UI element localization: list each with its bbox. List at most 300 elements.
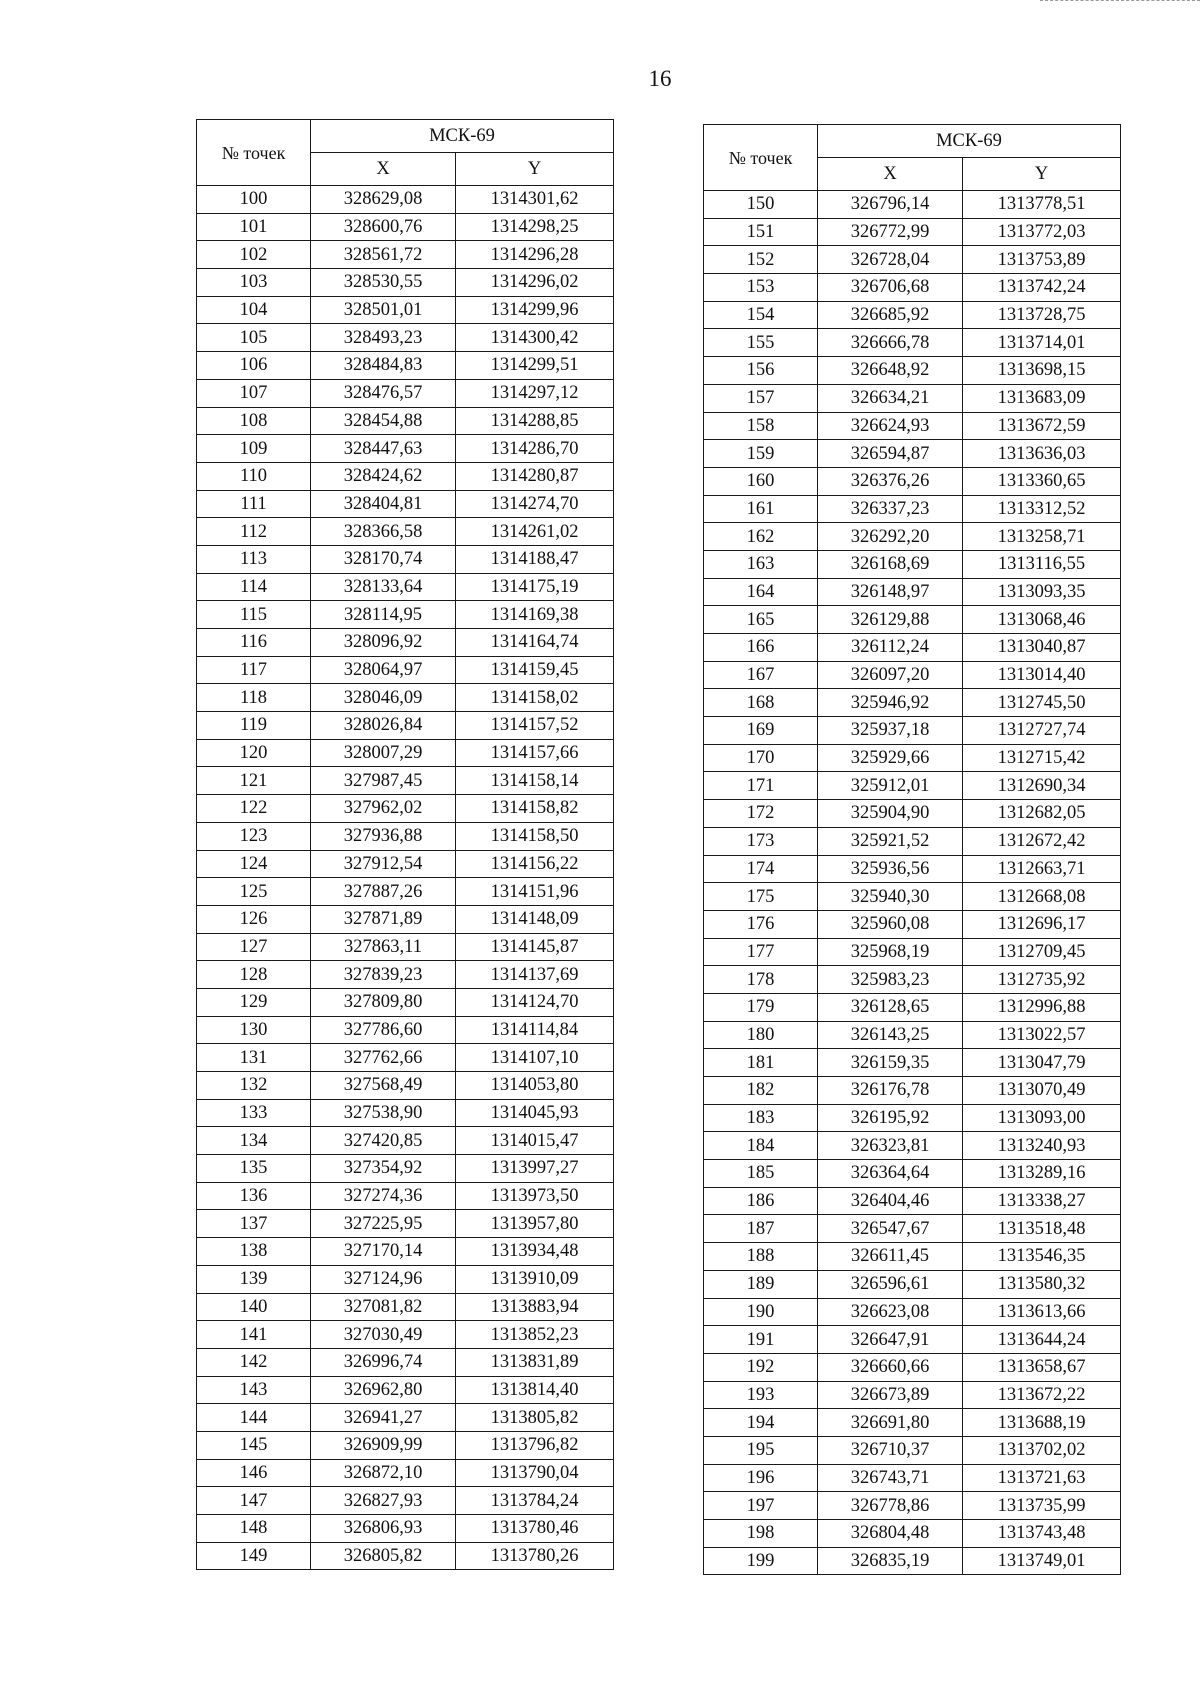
point-number-cell: 112 — [197, 518, 311, 546]
y-coordinate-cell: 1313721,63 — [963, 1464, 1121, 1492]
x-coordinate-cell: 327568,49 — [311, 1072, 456, 1100]
x-coordinate-cell: 325960,08 — [818, 910, 963, 938]
y-coordinate-cell: 1313714,01 — [963, 329, 1121, 357]
x-coordinate-cell: 328561,72 — [311, 241, 456, 269]
table-row — [197, 407, 614, 435]
y-coordinate-cell: 1314053,80 — [456, 1072, 614, 1100]
coordinates-table-left — [196, 119, 614, 1570]
table-row — [197, 684, 614, 712]
table-row — [197, 712, 614, 740]
y-coordinate-cell: 1313658,67 — [963, 1353, 1121, 1381]
y-coordinate-cell: 1313910,09 — [456, 1265, 614, 1293]
point-number-cell: 179 — [704, 993, 818, 1021]
x-coordinate-cell: 328133,64 — [311, 573, 456, 601]
x-coordinate-cell: 326806,93 — [311, 1515, 456, 1543]
table-row — [704, 1436, 1121, 1464]
table-row — [704, 1492, 1121, 1520]
x-coordinate-cell: 327863,11 — [311, 933, 456, 961]
y-coordinate-cell: 1313743,48 — [963, 1520, 1121, 1548]
table-row — [704, 938, 1121, 966]
table-row — [704, 412, 1121, 440]
x-coordinate-cell: 328484,83 — [311, 352, 456, 380]
y-coordinate-cell: 1314297,12 — [456, 379, 614, 407]
x-coordinate-cell: 328096,92 — [311, 629, 456, 657]
table-row — [704, 883, 1121, 911]
table-row — [197, 850, 614, 878]
table-row — [704, 606, 1121, 634]
table-row — [197, 1376, 614, 1404]
point-number-cell: 117 — [197, 656, 311, 684]
y-coordinate-cell: 1312696,17 — [963, 910, 1121, 938]
x-coordinate-cell: 325921,52 — [818, 827, 963, 855]
x-coordinate-cell: 326796,14 — [818, 191, 963, 219]
table-row — [704, 1464, 1121, 1492]
point-number-cell: 171 — [704, 772, 818, 800]
table-row — [197, 1542, 614, 1570]
x-coordinate-cell: 328447,63 — [311, 435, 456, 463]
y-coordinate-cell: 1313749,01 — [963, 1547, 1121, 1575]
point-number-cell: 125 — [197, 878, 311, 906]
y-coordinate-cell: 1314159,45 — [456, 656, 614, 684]
x-coordinate-cell: 326772,99 — [818, 218, 963, 246]
y-coordinate-cell: 1313338,27 — [963, 1187, 1121, 1215]
point-number-cell: 157 — [704, 384, 818, 412]
x-coordinate-cell: 328366,58 — [311, 518, 456, 546]
table-row — [197, 1459, 614, 1487]
table-row — [197, 186, 614, 214]
coordinate-system-header: МСК-69 — [818, 125, 1121, 158]
x-coordinate-cell: 326805,82 — [311, 1542, 456, 1570]
y-coordinate-cell: 1313784,24 — [456, 1487, 614, 1515]
table-row — [704, 1160, 1121, 1188]
y-coordinate-cell: 1314301,62 — [456, 186, 614, 214]
point-number-cell: 113 — [197, 545, 311, 573]
y-coordinate-cell: 1312690,34 — [963, 772, 1121, 800]
point-number-cell: 164 — [704, 578, 818, 606]
y-coordinate-cell: 1313957,80 — [456, 1210, 614, 1238]
y-coordinate-cell: 1314274,70 — [456, 490, 614, 518]
table-row — [197, 573, 614, 601]
point-number-cell: 142 — [197, 1348, 311, 1376]
table-row — [197, 1515, 614, 1543]
coordinate-system-header: МСК-69 — [311, 120, 614, 153]
y-coordinate-cell: 1313093,00 — [963, 1104, 1121, 1132]
point-number-cell: 177 — [704, 938, 818, 966]
table-row — [197, 379, 614, 407]
point-number-cell: 163 — [704, 550, 818, 578]
point-number-cell: 152 — [704, 246, 818, 274]
point-number-cell: 188 — [704, 1243, 818, 1271]
table-row — [704, 523, 1121, 551]
point-number-cell: 109 — [197, 435, 311, 463]
x-coordinate-cell: 325936,56 — [818, 855, 963, 883]
x-coordinate-cell: 327762,66 — [311, 1044, 456, 1072]
point-number-cell: 185 — [704, 1160, 818, 1188]
point-number-cell: 197 — [704, 1492, 818, 1520]
y-coordinate-cell: 1313672,22 — [963, 1381, 1121, 1409]
x-coordinate-cell: 326168,69 — [818, 550, 963, 578]
y-coordinate-cell: 1312715,42 — [963, 744, 1121, 772]
page-number: 16 — [648, 66, 672, 91]
y-coordinate-cell: 1314107,10 — [456, 1044, 614, 1072]
y-coordinate-cell: 1314296,28 — [456, 241, 614, 269]
table-row — [704, 1409, 1121, 1437]
y-coordinate-cell: 1313796,82 — [456, 1431, 614, 1459]
y-coordinate-cell: 1314164,74 — [456, 629, 614, 657]
table-row — [704, 689, 1121, 717]
table-row — [197, 1155, 614, 1183]
y-coordinate-cell: 1314157,52 — [456, 712, 614, 740]
x-coordinate-cell: 326128,65 — [818, 993, 963, 1021]
y-coordinate-cell: 1312735,92 — [963, 966, 1121, 994]
table-row — [704, 1270, 1121, 1298]
x-coordinate-cell: 325904,90 — [818, 800, 963, 828]
x-coordinate-cell: 326596,61 — [818, 1270, 963, 1298]
x-coordinate-cell: 325929,66 — [818, 744, 963, 772]
point-number-cell: 194 — [704, 1409, 818, 1437]
y-coordinate-cell: 1314169,38 — [456, 601, 614, 629]
point-number-cell: 132 — [197, 1072, 311, 1100]
x-coordinate-cell: 325968,19 — [818, 938, 963, 966]
y-coordinate-cell: 1312663,71 — [963, 855, 1121, 883]
y-coordinate-cell: 1313047,79 — [963, 1049, 1121, 1077]
point-number-cell: 182 — [704, 1077, 818, 1105]
x-coordinate-cell: 326143,25 — [818, 1021, 963, 1049]
point-number-cell: 124 — [197, 850, 311, 878]
point-number-cell: 153 — [704, 274, 818, 302]
y-coordinate-cell: 1313728,75 — [963, 301, 1121, 329]
point-number-cell: 145 — [197, 1431, 311, 1459]
table-row — [197, 878, 614, 906]
point-number-cell: 198 — [704, 1520, 818, 1548]
point-number-cell: 100 — [197, 186, 311, 214]
table-row — [704, 357, 1121, 385]
point-number-cell: 158 — [704, 412, 818, 440]
y-coordinate-cell: 1313780,26 — [456, 1542, 614, 1570]
point-number-header: № точек — [197, 120, 311, 186]
table-row — [704, 1520, 1121, 1548]
x-coordinate-cell: 326634,21 — [818, 384, 963, 412]
x-coordinate-cell: 327274,36 — [311, 1182, 456, 1210]
y-coordinate-cell: 1313580,32 — [963, 1270, 1121, 1298]
table-row — [704, 1132, 1121, 1160]
table-row — [197, 1348, 614, 1376]
point-number-cell: 174 — [704, 855, 818, 883]
y-coordinate-cell: 1313934,48 — [456, 1238, 614, 1266]
table-row — [704, 1381, 1121, 1409]
y-coordinate-cell: 1313683,09 — [963, 384, 1121, 412]
x-coordinate-cell: 326112,24 — [818, 634, 963, 662]
y-coordinate-cell: 1313831,89 — [456, 1348, 614, 1376]
point-number-cell: 159 — [704, 440, 818, 468]
table-row — [197, 1044, 614, 1072]
table-row — [197, 1404, 614, 1432]
y-coordinate-cell: 1313360,65 — [963, 467, 1121, 495]
y-coordinate-cell: 1313116,55 — [963, 550, 1121, 578]
x-coordinate-cell: 328170,74 — [311, 545, 456, 573]
table-row — [197, 490, 614, 518]
point-number-cell: 136 — [197, 1182, 311, 1210]
point-number-cell: 143 — [197, 1376, 311, 1404]
point-number-cell: 192 — [704, 1353, 818, 1381]
table-row — [197, 629, 614, 657]
point-number-cell: 121 — [197, 767, 311, 795]
point-number-cell: 166 — [704, 634, 818, 662]
table-row — [197, 1127, 614, 1155]
x-coordinate-cell: 325940,30 — [818, 883, 963, 911]
y-coordinate-cell: 1314288,85 — [456, 407, 614, 435]
x-coordinate-cell: 328493,23 — [311, 324, 456, 352]
y-coordinate-cell: 1313093,35 — [963, 578, 1121, 606]
table-row — [197, 1210, 614, 1238]
y-coordinate-cell: 1314158,02 — [456, 684, 614, 712]
y-coordinate-cell: 1314124,70 — [456, 988, 614, 1016]
point-number-cell: 191 — [704, 1326, 818, 1354]
y-coordinate-cell: 1313636,03 — [963, 440, 1121, 468]
table-row — [704, 966, 1121, 994]
table-row — [704, 1243, 1121, 1271]
x-coordinate-cell: 328476,57 — [311, 379, 456, 407]
x-coordinate-cell: 327936,88 — [311, 822, 456, 850]
point-number-cell: 149 — [197, 1542, 311, 1570]
y-coordinate-cell: 1313772,03 — [963, 218, 1121, 246]
y-coordinate-cell: 1313312,52 — [963, 495, 1121, 523]
y-coordinate-cell: 1313644,24 — [963, 1326, 1121, 1354]
x-coordinate-cell: 326547,67 — [818, 1215, 963, 1243]
point-number-cell: 120 — [197, 739, 311, 767]
y-coordinate-cell: 1314156,22 — [456, 850, 614, 878]
point-number-cell: 126 — [197, 905, 311, 933]
table-row — [704, 1215, 1121, 1243]
point-number-cell: 187 — [704, 1215, 818, 1243]
x-coordinate-cell: 326685,92 — [818, 301, 963, 329]
x-coordinate-cell: 325937,18 — [818, 717, 963, 745]
y-coordinate-cell: 1313852,23 — [456, 1321, 614, 1349]
point-number-cell: 170 — [704, 744, 818, 772]
x-header: X — [818, 158, 963, 191]
y-coordinate-cell: 1314299,51 — [456, 352, 614, 380]
table-row — [704, 1077, 1121, 1105]
y-coordinate-cell: 1314158,82 — [456, 795, 614, 823]
x-coordinate-cell: 327030,49 — [311, 1321, 456, 1349]
y-coordinate-cell: 1312745,50 — [963, 689, 1121, 717]
x-coordinate-cell: 325946,92 — [818, 689, 963, 717]
table-row — [704, 578, 1121, 606]
point-number-cell: 133 — [197, 1099, 311, 1127]
y-coordinate-cell: 1313814,40 — [456, 1376, 614, 1404]
y-coordinate-cell: 1314261,02 — [456, 518, 614, 546]
x-coordinate-cell: 326376,26 — [818, 467, 963, 495]
y-header: Y — [963, 158, 1121, 191]
x-coordinate-cell: 328064,97 — [311, 656, 456, 684]
y-coordinate-cell: 1313702,02 — [963, 1436, 1121, 1464]
point-number-cell: 116 — [197, 629, 311, 657]
y-coordinate-cell: 1314296,02 — [456, 269, 614, 297]
point-number-cell: 130 — [197, 1016, 311, 1044]
table-row — [197, 213, 614, 241]
x-coordinate-cell: 328629,08 — [311, 186, 456, 214]
point-number-cell: 146 — [197, 1459, 311, 1487]
table-row — [704, 1298, 1121, 1326]
table-row — [704, 800, 1121, 828]
table-row — [197, 296, 614, 324]
point-number-cell: 186 — [704, 1187, 818, 1215]
point-number-cell: 115 — [197, 601, 311, 629]
table-row — [704, 717, 1121, 745]
y-coordinate-cell: 1314148,09 — [456, 905, 614, 933]
table-row — [704, 1353, 1121, 1381]
point-number-cell: 176 — [704, 910, 818, 938]
y-coordinate-cell: 1313289,16 — [963, 1160, 1121, 1188]
x-header: X — [311, 153, 456, 186]
y-coordinate-cell: 1314015,47 — [456, 1127, 614, 1155]
x-coordinate-cell: 326872,10 — [311, 1459, 456, 1487]
table-row — [704, 467, 1121, 495]
x-coordinate-cell: 327538,90 — [311, 1099, 456, 1127]
y-coordinate-cell: 1313780,46 — [456, 1515, 614, 1543]
y-coordinate-cell: 1313973,50 — [456, 1182, 614, 1210]
x-coordinate-cell: 327887,26 — [311, 878, 456, 906]
x-coordinate-cell: 328501,01 — [311, 296, 456, 324]
table-row — [197, 324, 614, 352]
point-number-cell: 118 — [197, 684, 311, 712]
point-number-cell: 114 — [197, 573, 311, 601]
table-row — [197, 1016, 614, 1044]
point-number-cell: 131 — [197, 1044, 311, 1072]
y-coordinate-cell: 1313735,99 — [963, 1492, 1121, 1520]
x-coordinate-cell: 327809,80 — [311, 988, 456, 1016]
point-number-cell: 138 — [197, 1238, 311, 1266]
point-number-cell: 193 — [704, 1381, 818, 1409]
x-coordinate-cell: 327786,60 — [311, 1016, 456, 1044]
table-row — [704, 301, 1121, 329]
y-coordinate-cell: 1312668,08 — [963, 883, 1121, 911]
y-coordinate-cell: 1313613,66 — [963, 1298, 1121, 1326]
x-coordinate-cell: 327420,85 — [311, 1127, 456, 1155]
y-coordinate-cell: 1312672,42 — [963, 827, 1121, 855]
point-number-cell: 173 — [704, 827, 818, 855]
point-number-cell: 189 — [704, 1270, 818, 1298]
y-coordinate-cell: 1314045,93 — [456, 1099, 614, 1127]
table-row — [197, 269, 614, 297]
point-number-cell: 183 — [704, 1104, 818, 1132]
point-number-cell: 135 — [197, 1155, 311, 1183]
point-number-cell: 190 — [704, 1298, 818, 1326]
point-number-cell: 119 — [197, 712, 311, 740]
table-row — [704, 218, 1121, 246]
x-coordinate-cell: 326743,71 — [818, 1464, 963, 1492]
table-row — [197, 545, 614, 573]
table-row — [197, 601, 614, 629]
point-number-header: № точек — [704, 125, 818, 191]
point-number-cell: 104 — [197, 296, 311, 324]
y-coordinate-cell: 1313070,49 — [963, 1077, 1121, 1105]
point-number-cell: 178 — [704, 966, 818, 994]
point-number-cell: 156 — [704, 357, 818, 385]
x-coordinate-cell: 328007,29 — [311, 739, 456, 767]
y-coordinate-cell: 1314298,25 — [456, 213, 614, 241]
x-coordinate-cell: 328600,76 — [311, 213, 456, 241]
x-coordinate-cell: 326728,04 — [818, 246, 963, 274]
point-number-cell: 147 — [197, 1487, 311, 1515]
point-number-cell: 106 — [197, 352, 311, 380]
x-coordinate-cell: 326647,91 — [818, 1326, 963, 1354]
x-coordinate-cell: 328424,62 — [311, 462, 456, 490]
x-coordinate-cell: 327354,92 — [311, 1155, 456, 1183]
y-coordinate-cell: 1313805,82 — [456, 1404, 614, 1432]
x-coordinate-cell: 326673,89 — [818, 1381, 963, 1409]
point-number-cell: 181 — [704, 1049, 818, 1077]
x-coordinate-cell: 327081,82 — [311, 1293, 456, 1321]
x-coordinate-cell: 327170,14 — [311, 1238, 456, 1266]
page-corner-line — [1040, 0, 1200, 3]
y-coordinate-cell: 1313790,04 — [456, 1459, 614, 1487]
table-row — [197, 739, 614, 767]
x-coordinate-cell: 327839,23 — [311, 961, 456, 989]
x-coordinate-cell: 328530,55 — [311, 269, 456, 297]
point-number-cell: 102 — [197, 241, 311, 269]
table-row — [704, 1049, 1121, 1077]
table-row — [704, 910, 1121, 938]
point-number-cell: 111 — [197, 490, 311, 518]
table-row — [197, 795, 614, 823]
x-coordinate-cell: 326323,81 — [818, 1132, 963, 1160]
table-row — [704, 744, 1121, 772]
point-number-cell: 139 — [197, 1265, 311, 1293]
x-coordinate-cell: 327987,45 — [311, 767, 456, 795]
y-coordinate-cell: 1312727,74 — [963, 717, 1121, 745]
table-row — [704, 661, 1121, 689]
y-coordinate-cell: 1313240,93 — [963, 1132, 1121, 1160]
y-coordinate-cell: 1313546,35 — [963, 1243, 1121, 1271]
table-row — [704, 1021, 1121, 1049]
x-coordinate-cell: 326778,86 — [818, 1492, 963, 1520]
table-row — [197, 518, 614, 546]
table-row — [197, 435, 614, 463]
point-number-cell: 175 — [704, 883, 818, 911]
x-coordinate-cell: 325912,01 — [818, 772, 963, 800]
table-row — [704, 827, 1121, 855]
x-coordinate-cell: 327124,96 — [311, 1265, 456, 1293]
point-number-cell: 150 — [704, 191, 818, 219]
point-number-cell: 154 — [704, 301, 818, 329]
point-number-cell: 140 — [197, 1293, 311, 1321]
x-coordinate-cell: 326706,68 — [818, 274, 963, 302]
y-coordinate-cell: 1314286,70 — [456, 435, 614, 463]
point-number-cell: 161 — [704, 495, 818, 523]
x-coordinate-cell: 328404,81 — [311, 490, 456, 518]
point-number-cell: 199 — [704, 1547, 818, 1575]
x-coordinate-cell: 326624,93 — [818, 412, 963, 440]
x-coordinate-cell: 326337,23 — [818, 495, 963, 523]
point-number-cell: 128 — [197, 961, 311, 989]
x-coordinate-cell: 326159,35 — [818, 1049, 963, 1077]
x-coordinate-cell: 327225,95 — [311, 1210, 456, 1238]
table-row — [704, 550, 1121, 578]
point-number-cell: 141 — [197, 1321, 311, 1349]
y-coordinate-cell: 1314300,42 — [456, 324, 614, 352]
x-coordinate-cell: 326666,78 — [818, 329, 963, 357]
table-row — [704, 440, 1121, 468]
x-coordinate-cell: 326195,92 — [818, 1104, 963, 1132]
x-coordinate-cell: 325983,23 — [818, 966, 963, 994]
y-coordinate-cell: 1313688,19 — [963, 1409, 1121, 1437]
table-row — [197, 1487, 614, 1515]
point-number-cell: 110 — [197, 462, 311, 490]
point-number-cell: 169 — [704, 717, 818, 745]
point-number-cell: 168 — [704, 689, 818, 717]
table-row — [704, 1104, 1121, 1132]
